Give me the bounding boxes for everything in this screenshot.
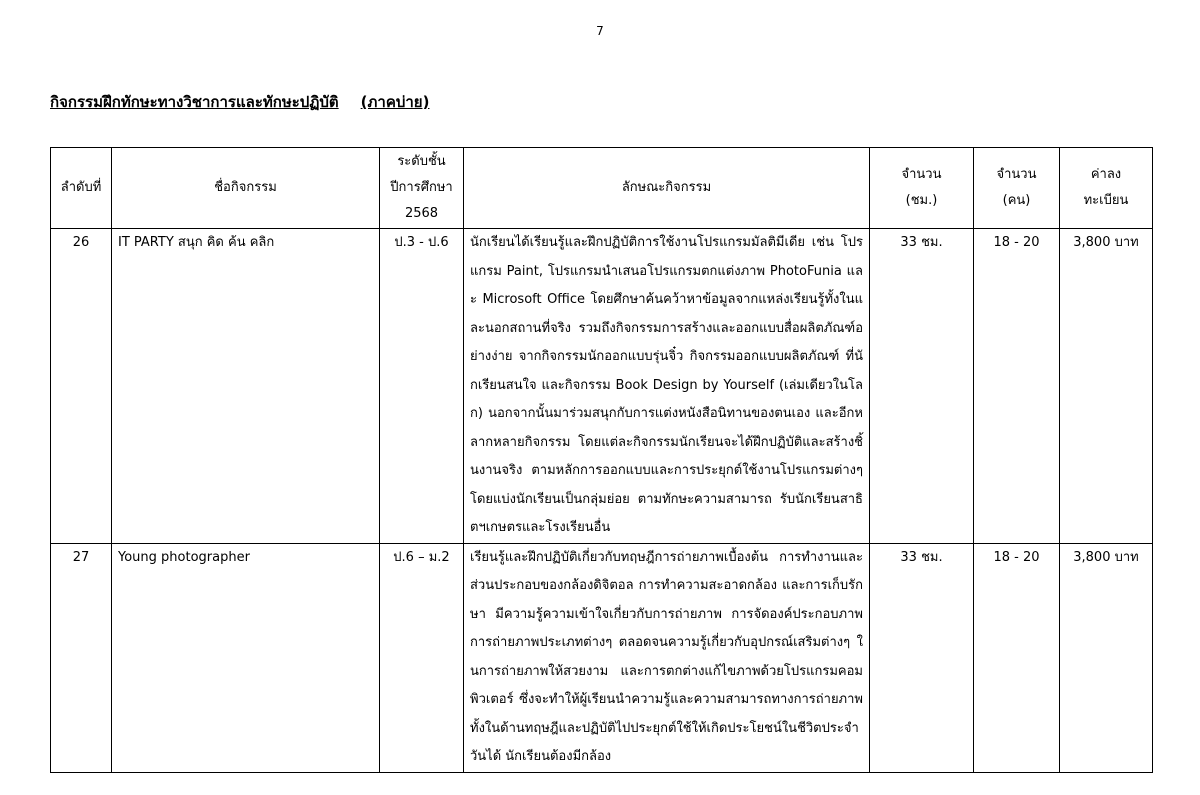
section-heading [50,90,429,114]
table-header-row [51,148,1153,229]
row-hours: 33 ชม. [870,543,974,772]
header-name: ชื่อกิจกรรม [112,148,380,229]
row-description: นักเรียนได้เรียนรู้และฝึกปฏิบัติการใช้งานโปรแกรมมัลติมีเดีย เช่น โปรแกรม Paint, โปรแกรมนำเสนอโปรแกรมตกแต่งภาพ PhotoFunia และ Microsoft Office โดยศึกษาค้นคว้าหาข้อมูลจากแหล่งเรียนรู้ทั้งในและนอกสถานที่จริง รวมถึงกิจกรรมการสร้างและออกแบบสื่อผลิตภัณฑ์อย่างง่าย จากกิจกรรมนักออกแบบรุ่นจิ๋ว กิจกรรมออกแบบผลิตภัณฑ์ ที่นักเรียนสนใจ และกิจกรรม Book Design by Yourself (เล่มเดียวในโลก) นอกจากนั้นมาร่วมสนุกกับการแต่งหนังสือนิทานของตนเอง และอีกหลากหลายกิจกรรม โดยแต่ละกิจกรรมนักเรียนจะได้ฝึกปฏิบัติและสร้างชิ้นงานจริง ตามหลักการออกแบบและการประยุกต์ใช้งานโปรแกรมต่างๆ โดยแบ่งนักเรียนเป็นกลุ่มย่อย ตามทักษะความสามารถ รับนักเรียนสาธิตฯเกษตรและโรงเรียนอื่น [464,229,870,544]
header-order: ลำดับที่ [51,148,112,229]
row-level: ป.3 - ป.6 [380,229,464,544]
row-level: ป.6 – ม.2 [380,543,464,772]
row-order: 26 [51,229,112,544]
header-people: จำนวน (คน) [974,148,1060,229]
table-row [51,543,1153,772]
row-description: เรียนรู้และฝึกปฏิบัติเกี่ยวกับทฤษฎีการถ่ายภาพเบื้องต้น การทำงานและส่วนประกอบของกล้องดิจิตอล การทำความสะอาดกล้อง และการเก็บรักษา มีความรู้ความเข้าใจเกี่ยวกับการถ่ายภาพ การจัดองค์ประกอบภาพ การถ่ายภาพประเภทต่างๆ ตลอดจนความรู้เกี่ยวกับอุปกรณ์เสริมต่างๆ ในการถ่ายภาพให้สวยงาม และการตกต่างแก้ไขภาพด้วยโปรแกรมคอมพิวเตอร์ ซึ่งจะทำให้ผู้เรียนนำความรู้และความสามารถทางการถ่ายภาพทั้งในด้านทฤษฎีและปฏิบัติไปประยุกต์ใช้ให้เกิดประโยชน์ในชีวิตประจำวันได้ นักเรียนต้องมีกล้อง [464,543,870,772]
page-number: 7 [596,24,604,38]
header-fee: ค่าลง ทะเบียน [1060,148,1153,229]
activities-table [50,147,1153,773]
heading-subtitle: (ภาคบ่าย) [360,93,430,111]
heading-title: กิจกรรมฝึกทักษะทางวิชาการและทักษะปฏิบัติ [50,93,339,111]
row-people: 18 - 20 [974,229,1060,544]
header-hours: จำนวน (ชม.) [870,148,974,229]
header-description: ลักษณะกิจกรรม [464,148,870,229]
row-order: 27 [51,543,112,772]
row-activity-name: IT PARTY สนุก คิด ค้น คลิก [112,229,380,544]
row-fee: 3,800 บาท [1060,543,1153,772]
row-people: 18 - 20 [974,543,1060,772]
row-fee: 3,800 บาท [1060,229,1153,544]
table-row [51,229,1153,544]
row-activity-name: Young photographer [112,543,380,772]
header-level: ระดับชั้น ปีการศึกษา 2568 [380,148,464,229]
row-hours: 33 ชม. [870,229,974,544]
